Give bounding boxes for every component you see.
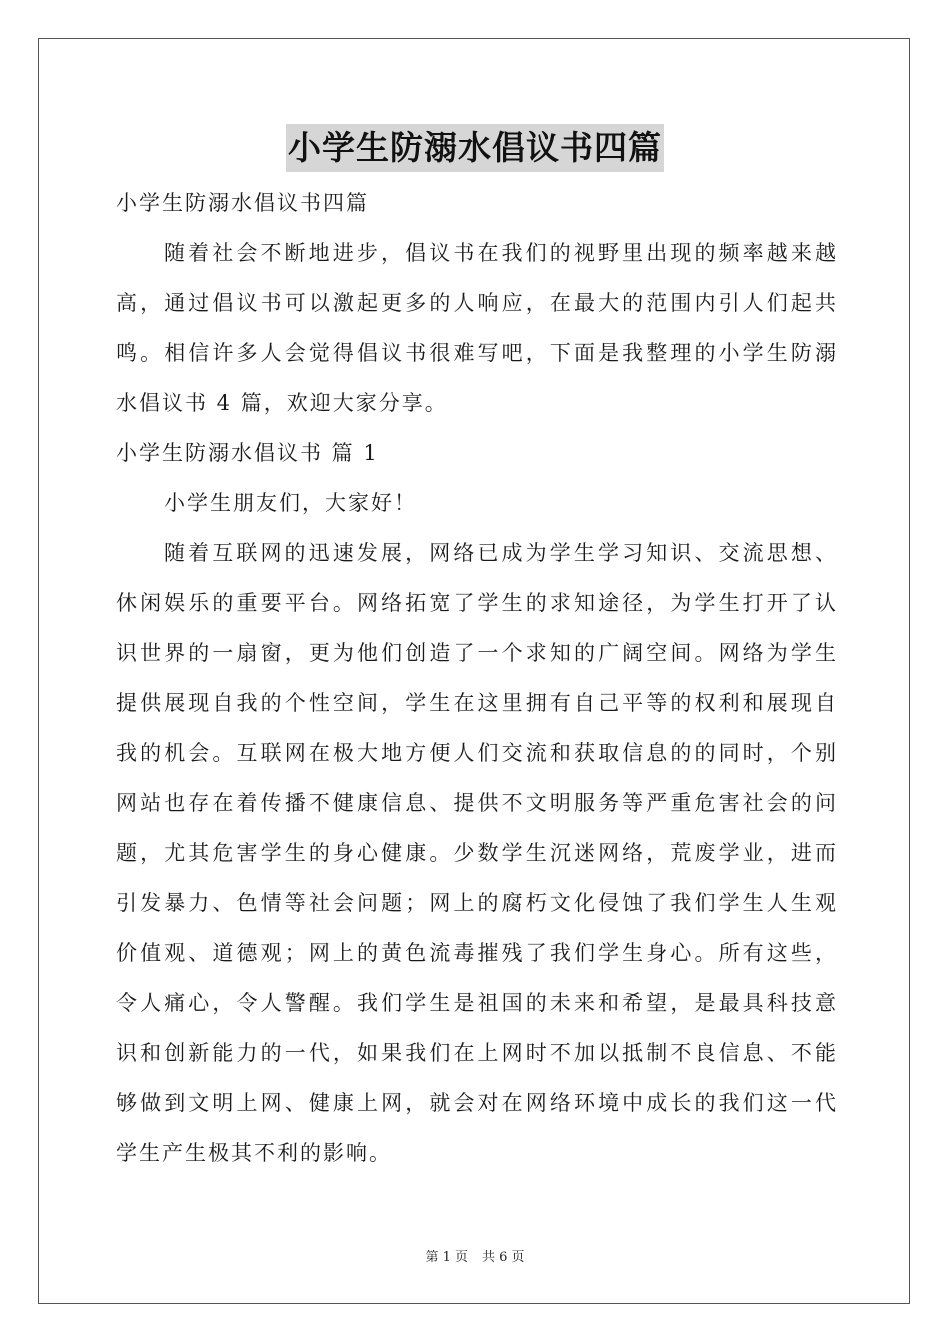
page-footer: [0, 1246, 950, 1265]
text-line: 小学生朋友们，大家好！: [164, 491, 417, 515]
text-line: 识世界的一扇窗，更为他们创造了一个求知的广阔空间。网络为学生: [116, 641, 836, 665]
text-line: 小学生防溺水倡议书 篇 1: [116, 441, 379, 465]
text-line: 价值观、道德观；网上的黄色流毒摧残了我们学生身心。所有这些，: [116, 941, 836, 965]
text-line: 水倡议书 4 篇，欢迎大家分享。: [116, 391, 448, 415]
text-line: 小学生防溺水倡议书四篇: [116, 191, 369, 215]
text-line: 休闲娱乐的重要平台。网络拓宽了学生的求知途径，为学生打开了认: [116, 591, 836, 615]
text-line: 引发暴力、色情等社会问题；网上的腐朽文化侵蚀了我们学生人生观: [116, 891, 836, 915]
text-line: 我的机会。互联网在极大地方便人们交流和获取信息的的同时，个别: [116, 741, 836, 765]
text-line: 学生产生极其不利的影响。: [116, 1141, 392, 1165]
document-body: [116, 178, 836, 1178]
text-line: 够做到文明上网、健康上网，就会对在网络环境中成长的我们这一代: [116, 1091, 836, 1115]
text-line: 随着互联网的迅速发展，网络已成为学生学习知识、交流思想、: [164, 541, 836, 565]
document-title: [0, 124, 950, 172]
text-line: 鸣。相信许多人会觉得倡议书很难写吧，下面是我整理的小学生防溺: [116, 341, 836, 365]
text-line: 高，通过倡议书可以激起更多的人响应，在最大的范围内引人们起共: [116, 291, 836, 315]
document-title-text: 小学生防溺水倡议书四篇: [286, 124, 664, 172]
text-line: 令人痛心，令人警醒。我们学生是祖国的未来和希望，是最具科技意: [116, 991, 836, 1015]
text-line: 提供展现自我的个性空间，学生在这里拥有自己平等的权利和展现自: [116, 691, 836, 715]
text-line: 识和创新能力的一代，如果我们在上网时不加以抵制不良信息、不能: [116, 1041, 836, 1065]
text-line: 网站也存在着传播不健康信息、提供不文明服务等严重危害社会的问: [116, 791, 836, 815]
text-line: 随着社会不断地进步，倡议书在我们的视野里出现的频率越来越: [164, 241, 836, 265]
text-line: 题，尤其危害学生的身心健康。少数学生沉迷网络，荒废学业，进而: [116, 841, 836, 865]
page-number-total: 共 6 页: [482, 1250, 525, 1265]
page-number-current: 第 1 页: [425, 1250, 468, 1265]
